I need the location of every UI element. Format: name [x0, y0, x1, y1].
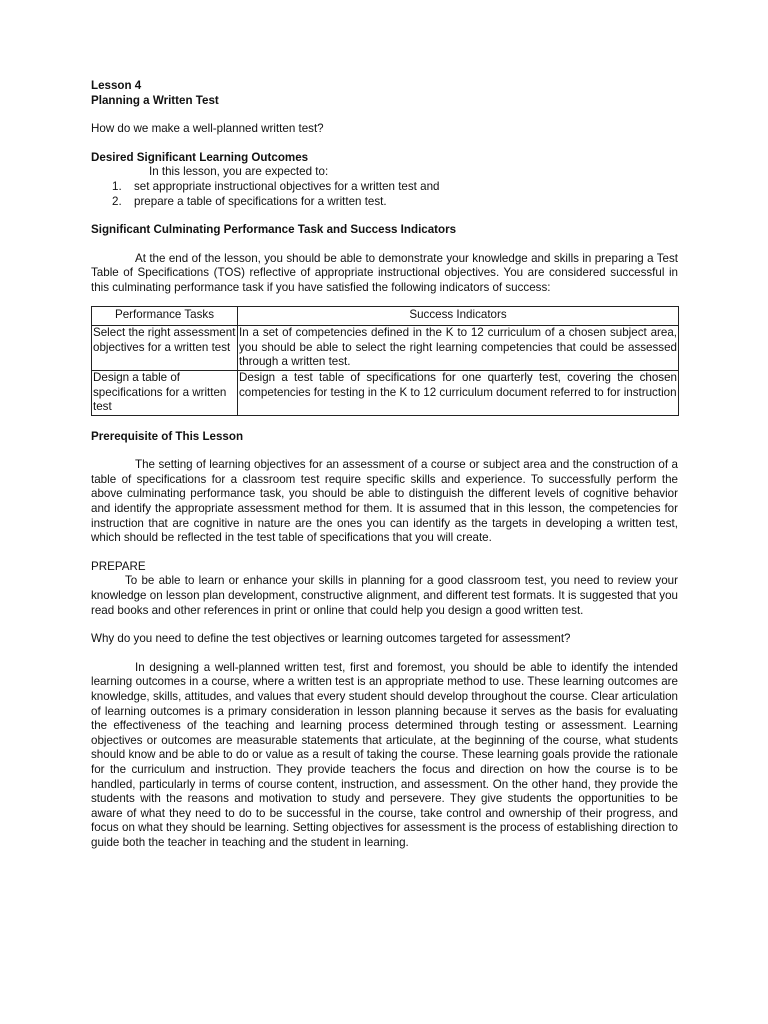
why-question: Why do you need to define the test objectives or learning outcomes targeted for assessment?: [91, 632, 571, 646]
table-cell: Design a test table of specifications for one quarterly test, covering the chosen competencies for testing in the K to 12 curriculum document referred to for instruction: [238, 370, 679, 415]
why-paragraph: In designing a well-planned written test, first and foremost, you should be able to identify the intended learning outcomes in a course, where a written test is an appropriate method to use. These learning outcomes are knowledge, skills, attitudes, and values that every student should develop throughout the course. Clear articulation of learning outcomes is a primary consideration in lesson planning because it serves as the basis for evaluating the effectiveness of the teaching and learning process determined through testing or assessment. Learning objectives or outcomes are measurable statements that articulate, at the beginning of the course, what students should know and be able to do or value as a result of taking the course. These learning goals provide the rationale for the curriculum and instruction. They provide teachers the focus and direction on how the course is to be handled, particularly in terms of course content, instruction, and assessment. On the other hand, they provide the students with the reasons and motivation to study and persevere. They give students the opportunities to be aware of what they need to do to be successful in the course, take control and ownership of their progress, and focus on what they should be learning. Setting objectives for assessment is the process of establishing direction to guide both the teacher in teaching and the student in learning.: [91, 660, 678, 849]
task-heading: Significant Culminating Performance Task and Success Indicators: [91, 223, 457, 237]
table-row: [92, 370, 679, 415]
list-text: prepare a table of specifications for a written test.: [134, 194, 387, 208]
table-header: Performance Tasks: [92, 306, 238, 326]
list-number: 1.: [112, 179, 122, 193]
outcomes-heading: Desired Significant Learning Outcomes: [91, 150, 309, 164]
table-header: Success Indicators: [238, 306, 679, 326]
task-paragraph: At the end of the lesson, you should be able to demonstrate your knowledge and skills in preparing a Test Table of Specifications (TOS) reflective of appropriate instructional objectives. You are considered successful in this culminating performance task if you have satisfied the following indicators of success:: [91, 251, 678, 294]
prerequisite-heading: Prerequisite of This Lesson: [91, 429, 244, 443]
table-row: [92, 326, 679, 371]
prerequisite-paragraph: The setting of learning objectives for an assessment of a course or subject area and the construction of a table of specifications for a classroom test require specific skills and experience. To successfully perform the above culminating performance task, you should be able to distinguish the different levels of cognitive behavior and identify the appropriate assessment method for them. It is assumed that in this lesson, the competencies for instruction that are cognitive in nature are the ones you can identify as the targets in developing a written test, which should be reflected in the test table of specifications that you will create.: [91, 458, 678, 545]
success-indicators-table: [91, 306, 679, 416]
outcomes-intro: In this lesson, you are expected to:: [149, 165, 329, 179]
outcomes-list: [91, 180, 678, 209]
table-cell: In a set of competencies defined in the K to 12 curriculum of a chosen subject area, you should be able to select the right learning competencies that could be assessed through a written test.: [238, 326, 679, 371]
prepare-paragraph: To be able to learn or enhance your skills in planning for a good classroom test, you need to review your knowledge on lesson plan development, constructive alignment, and different test formats. It is suggested that you read books and other references in print or online that could help you design a good written test.: [91, 574, 678, 617]
lesson-number: Lesson 4: [91, 79, 142, 92]
list-text: set appropriate instructional objectives for a written test and: [134, 179, 440, 193]
table-header-row: [92, 306, 679, 326]
lesson-title: Planning a Written Test: [91, 93, 219, 107]
list-number: 2.: [112, 194, 122, 208]
table-cell: Design a table of specifications for a written test: [92, 370, 238, 415]
lesson-question: How do we make a well-planned written test?: [91, 122, 324, 136]
list-item: [91, 180, 678, 195]
prepare-heading: PREPARE: [91, 559, 146, 573]
list-item: [91, 195, 678, 210]
table-cell: Select the right assessment objectives for a written test: [92, 326, 238, 371]
